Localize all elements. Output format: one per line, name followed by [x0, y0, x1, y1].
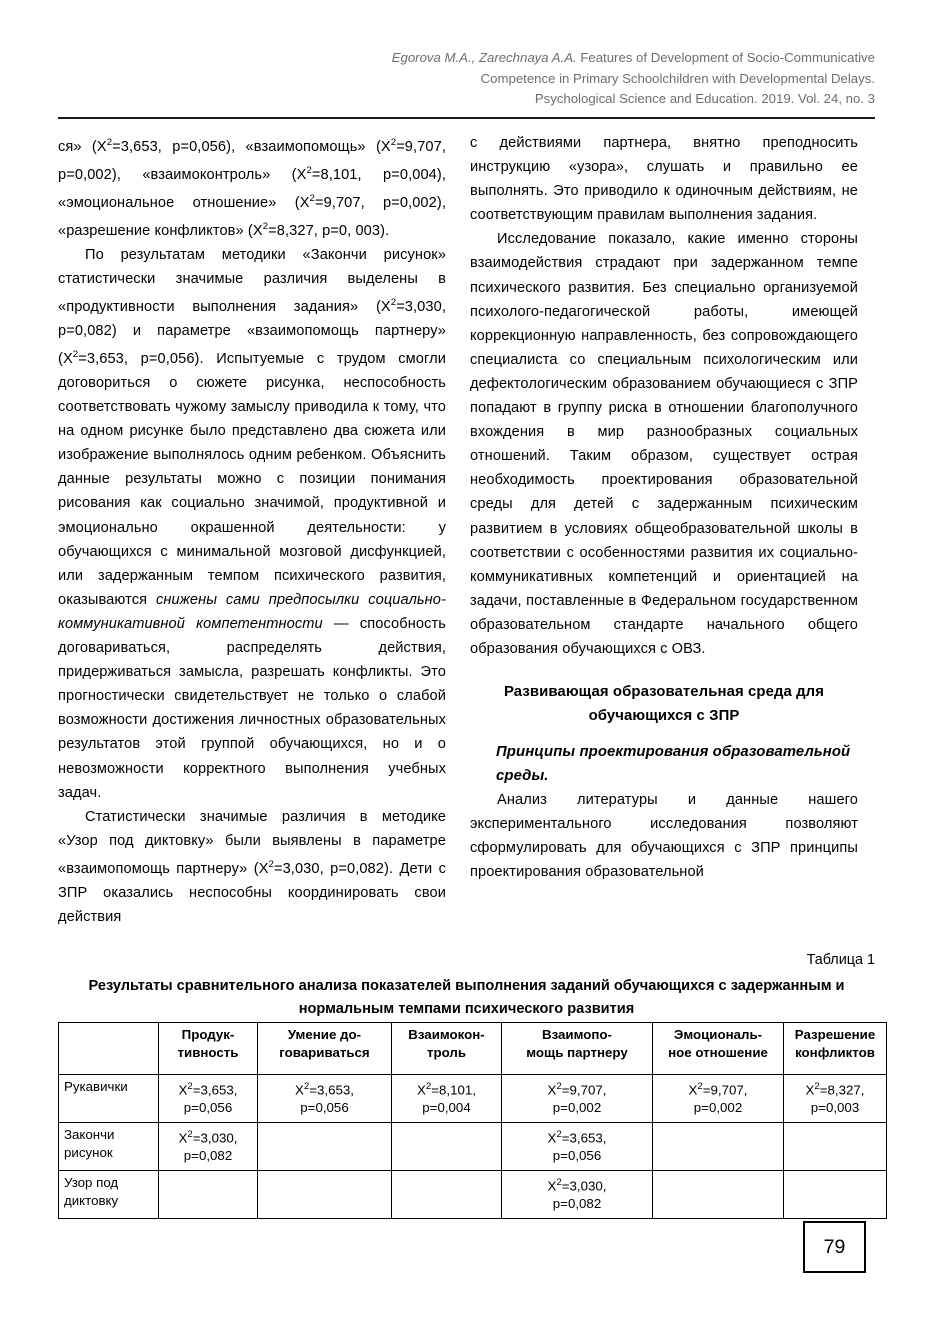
paragraph-left-2-emphasis: снижены сами предпосылки социально-коммуникативной компетентности	[58, 591, 446, 632]
table-cell	[784, 1123, 887, 1171]
table-cell: $X^2=9,707$, p=0,002	[653, 1075, 784, 1123]
running-head-line-1	[58, 48, 875, 69]
running-head-line-2: Competence in Primary Schoolchildren with Developmental Delays.	[480, 70, 875, 86]
body-column-left	[58, 131, 446, 929]
table-header	[59, 1023, 887, 1075]
running-head-title-part: Features of Development of Socio-Communicative	[576, 50, 875, 65]
table-header-cell-mutual-help: Взаимопо- мощь партнеру	[502, 1023, 653, 1075]
paragraph-right-2: Исследование показало, какие именно стороны взаимодействия страдают при задержанном темпе психического развития. Без специально организуемой психолого-педагогической работы, имеющей коррекционную направленность, без сопровождающего специалиста со специальным психологическим или дефектологическим образованием обучающиеся с ЗПР попадают в группу риска в отношении благополучного вхождения в мир разнообразных социальных отношений. Таким образом, существует острая необходимость проектирования образовательной среды для детей с задержанным психическим развитием в условиях общеобразовательной школы в соответствии с особенностями развития их социально-коммуникативных компетенций и ориентацией на задачи, поставленные в Федеральном государственном образовательном стандарте начального общего образования обучающихся с ОВЗ.	[470, 231, 858, 657]
table-header-cell-mutual-control: Взаимокон- троль	[392, 1023, 502, 1075]
table-cell: $X^2=3,030$, p=0,082	[502, 1171, 653, 1219]
page-number: 79	[823, 1235, 846, 1258]
table-body	[59, 1075, 887, 1219]
table-number-label: Таблица 1	[806, 952, 875, 968]
paragraph-left-2-part-a: По результатам методики «Закончи рисунок» статистически значимые различия выделены в «продуктивности выполнения задания» ($X^2=3,030$, p=0,082) и параметре «взаимопомощь партнеру» ($X^2=3,653$, p=0,056). Испытуемые с трудом смогли договориться о сюжете рисунка, неспособность соответствовать чужому замыслу приводила к тому, что на одном рисунке было представлено два сюжета или изображение выполнялось одним ребенком. Объяснить данные результаты можно с позиции понимания рисования как социально значимой, продуктивной и эмоционально окрашенной деятельности: у обучающихся с минимальной мозговой дисфункцией, или задержанным темпом психического развития, оказываются	[58, 246, 446, 608]
section-heading: Развивающая образовательная среда для обучающихся с ЗПР	[503, 684, 825, 724]
table-cell	[159, 1171, 258, 1219]
table-row	[59, 1171, 887, 1219]
table-row-label: Рукавички	[59, 1075, 159, 1123]
table-cell	[392, 1171, 502, 1219]
table-row-label: Закончи рисунок	[59, 1123, 159, 1171]
table-row	[59, 1075, 887, 1123]
table-cell	[784, 1171, 887, 1219]
table-header-cell-productivity: Продук- тивность	[159, 1023, 258, 1075]
table-cell: $X^2=3,653$, p=0,056	[502, 1123, 653, 1171]
body-column-right	[470, 131, 858, 884]
table-cell: $X^2=3,030$, p=0,082	[159, 1123, 258, 1171]
table-cell: $X^2=9,707$, p=0,002	[502, 1075, 653, 1123]
running-head	[58, 48, 875, 110]
table-row	[59, 1123, 887, 1171]
running-head-authors: Egorova M.A., Zarechnaya A.A.	[391, 50, 577, 65]
table-cell: $X^2=8,101$, p=0,004	[392, 1075, 502, 1123]
paragraph-left-1: ся» ($X^2=3,653$, p=0,056), «взаимопомощь» ($X^2=9,707$, p=0,002), «взаимоконтроль» ($X^2=8,101$, p=0,004), «эмоциональное отношение» ($X^2=9,707$, p=0,002), «разрешение конфликтов» ($X^2=8,327$, p=0, 003).	[58, 137, 446, 239]
paragraph-right-3: Анализ литературы и данные нашего экспериментального исследования позволяют сформулировать для обучающихся с ЗПР принципы проектирования образовательной	[470, 792, 858, 881]
running-head-line-3: Psychological Science and Education. 2019. Vol. 24, no. 3	[534, 91, 875, 106]
table-header-cell-conflict-resolution: Разрешение конфликтов	[784, 1023, 887, 1075]
subsection-heading: Принципы проектирования образовательной среды.	[496, 744, 851, 784]
table-cell	[653, 1171, 784, 1219]
table-cell: $X^2=3,653$, p=0,056	[258, 1075, 392, 1123]
table-header-cell-negotiation: Умение до- говариваться	[258, 1023, 392, 1075]
paragraph-left-2	[58, 243, 446, 805]
table-cell	[653, 1123, 784, 1171]
page-number-box	[803, 1221, 866, 1273]
table-header-cell-emotional-attitude: Эмоциональ- ное отношение	[653, 1023, 784, 1075]
table-caption: Результаты сравнительного анализа показателей выполнения заданий обучающихся с задержанным и нормальным темпами психического развития	[88, 978, 845, 1017]
table-header-cell-corner	[59, 1023, 159, 1075]
paragraph-left-2-part-b: — способность договариваться, распределять действия, придерживаться замысла, разрешать конфликты. Это прогностически свидетельствует не только о слабой возможности достижения личностных образовательных результатов этой группой обучающихся, но и о невозможности корректного выполнения учебных задач.	[58, 615, 446, 801]
table-header-row	[59, 1023, 887, 1075]
table-cell	[392, 1123, 502, 1171]
table-cell	[258, 1123, 392, 1171]
table-cell: $X^2=8,327$, p=0,003	[784, 1075, 887, 1123]
paragraph-right-1: с действиями партнера, внятно преподносить инструкцию «узора», слушать и правильно ее выполнять. Это приводило к одиночным действиям, не соответствующим правилам выполнения задания.	[470, 135, 858, 224]
results-table	[58, 1022, 887, 1219]
header-divider-rule	[58, 117, 875, 119]
paragraph-left-3: Статистически значимые различия в методике «Узор под диктовку» были выявлены в параметре «взаимопомощь партнеру» ($X^2=3,030$, p=0,082). Дети с ЗПР оказались неспособны координировать свои действия	[58, 808, 446, 925]
table-cell: $X^2=3,653$, p=0,056	[159, 1075, 258, 1123]
table-row-label: Узор под диктовку	[59, 1171, 159, 1219]
table-cell	[258, 1171, 392, 1219]
